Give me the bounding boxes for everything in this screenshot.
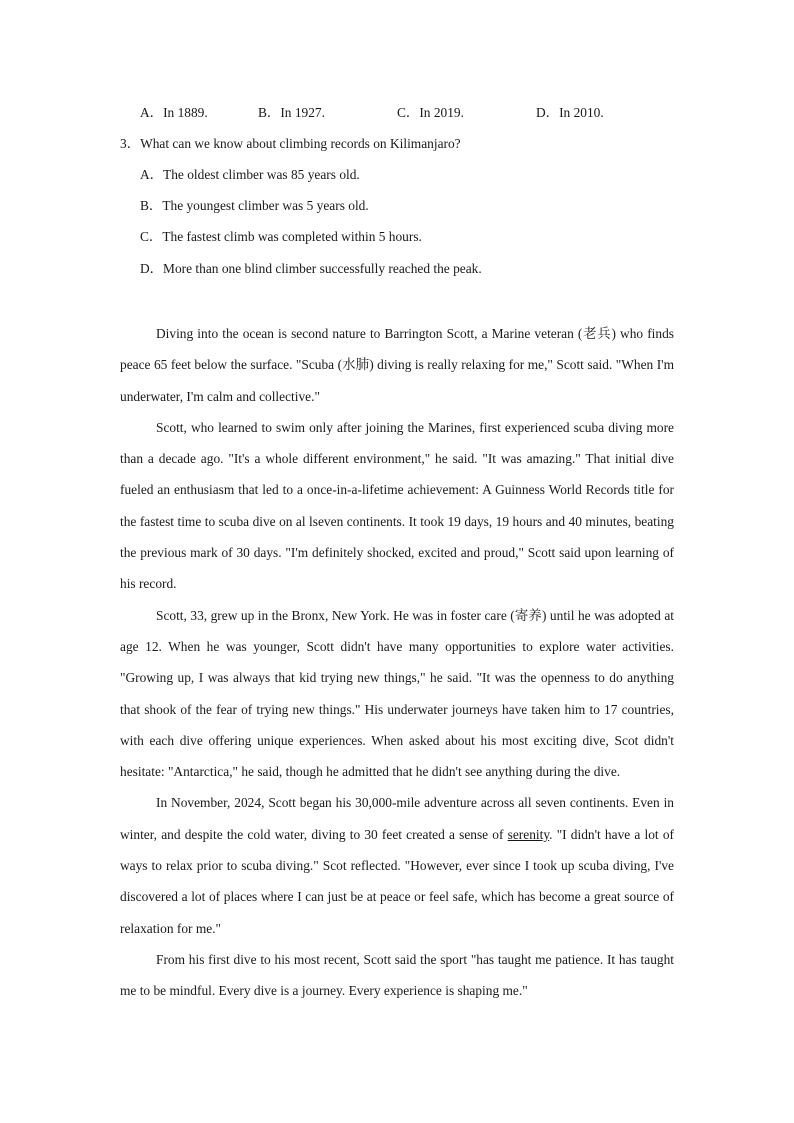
option-a-text: In 1889. — [163, 105, 208, 120]
option-d-text: In 2010. — [559, 105, 604, 120]
question-3-option-c: C．The fastest climb was completed within 5 hours. — [140, 229, 422, 244]
paragraph-4 — [120, 787, 674, 943]
option-a — [140, 102, 208, 121]
paragraph-1: Diving into the ocean is second nature to Barrington Scott, a Marine veteran (老兵) who finds peace 65 feet below the surface. "Scuba (水肺) diving is really relaxing for me," Scott said. "When I'm underwater, I'm calm and collective." — [120, 326, 674, 404]
option-c-text: In 2019. — [419, 105, 464, 120]
question-3-option-d: D．More than one blind climber successfully reached the peak. — [140, 261, 482, 276]
paragraph-2: Scott, who learned to swim only after joining the Marines, first experienced scuba diving more than a decade ago. "It's a whole different environment," he said. "It was amazing." That initial dive fueled an enthusiasm that led to a once-in-a-lifetime achievement: A Guinness World Records title for the fastest time to scuba dive on al lseven continents. It took 19 days, 19 hours and 40 minutes, beating the previous mark of 30 days. "I'm definitely shocked, excited and proud," Scott said upon learning of his record. — [120, 419, 674, 592]
paragraph-4-end: . "I didn't have a lot of ways to relax prior to scuba diving." Scot reflected. "However, ever since I took up scuba diving, I've discovered a lot of places where I can just be at peace or feel safe, which has become a great source of relaxation for me." — [120, 826, 674, 936]
option-d — [536, 102, 604, 121]
option-c-letter: C． — [397, 105, 420, 120]
question-2-options — [140, 102, 660, 124]
option-a-letter: A． — [140, 105, 164, 120]
reading-passage — [120, 318, 674, 1007]
paragraph-5: From his first dive to his most recent, Scott said the sport "has taught me patience. It has taught me to be mindful. Every dive is a journey. Every experience is shaping me." — [120, 951, 674, 999]
paragraph-3: Scott, 33, grew up in the Bronx, New York. He was in foster care (寄养) until he was adopted at age 12. When he was younger, Scott didn't have many opportunities to explore water activities. "Growing up, I was always that kid trying new things," he said. "It was the openness to do anything that shook of the fear of trying new things." His underwater journeys have taken him to 17 countries, with each dive offering unique experiences. When asked about his most exciting dive, Scot didn't hesitate: "Antarctica," he said, though he admitted that he didn't see anything during the dive. — [120, 607, 674, 780]
question-3-option-a: A．The oldest climber was 85 years old. — [140, 167, 360, 182]
option-b-text: In 1927. — [280, 105, 325, 120]
option-c — [397, 102, 464, 121]
underlined-word-serenity: serenity — [507, 826, 550, 842]
option-b-letter: B． — [258, 105, 281, 120]
paragraph-4-start: In November, 2024, Scott began his 30,000-mile adventure across all seven continents. Even in winter, and despite the cold water, diving to 30 feet created a sense of — [120, 795, 674, 842]
question-3: 3．What can we know about climbing records on Kilimanjaro? — [120, 136, 461, 151]
question-3-option-b: B．The youngest climber was 5 years old. — [140, 198, 369, 213]
option-d-letter: D． — [536, 105, 560, 120]
option-b — [258, 102, 325, 121]
